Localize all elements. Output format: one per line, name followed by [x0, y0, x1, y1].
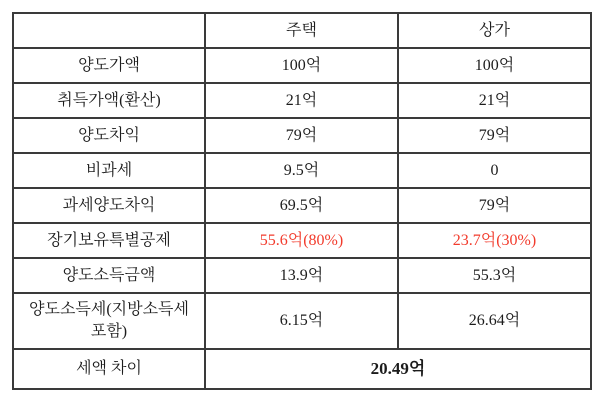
row-label: 양도소득세(지방소득세 포함) [13, 293, 205, 349]
house-value: 100억 [205, 48, 398, 83]
shop-value-highlighted: 23.7억(30%) [398, 223, 591, 258]
house-value: 79억 [205, 118, 398, 153]
row-label: 과세양도차익 [13, 188, 205, 223]
row-label: 비과세 [13, 153, 205, 188]
header-house-column: 주택 [205, 13, 398, 48]
header-empty-cell [13, 13, 205, 48]
house-value: 6.15억 [205, 293, 398, 349]
shop-value: 26.64억 [398, 293, 591, 349]
table-row [13, 188, 591, 223]
shop-value: 55.3억 [398, 258, 591, 293]
shop-value: 79억 [398, 188, 591, 223]
shop-value: 21억 [398, 83, 591, 118]
table-header-row [13, 13, 591, 48]
house-value: 69.5억 [205, 188, 398, 223]
table-row [13, 48, 591, 83]
shop-value: 100억 [398, 48, 591, 83]
table-row [13, 293, 591, 349]
row-label: 취득가액(환산) [13, 83, 205, 118]
tax-comparison-table [12, 12, 592, 390]
shop-value: 79억 [398, 118, 591, 153]
table-row-special-deduction [13, 223, 591, 258]
table-row [13, 258, 591, 293]
footer-label: 세액 차이 [13, 349, 205, 389]
row-label: 양도소득금액 [13, 258, 205, 293]
house-value-highlighted: 55.6억(80%) [205, 223, 398, 258]
row-label: 양도가액 [13, 48, 205, 83]
table-row [13, 153, 591, 188]
table-row [13, 118, 591, 153]
footer-difference-value: 20.49억 [205, 349, 591, 389]
row-label: 장기보유특별공제 [13, 223, 205, 258]
house-value: 9.5억 [205, 153, 398, 188]
table-row [13, 83, 591, 118]
row-label: 양도차익 [13, 118, 205, 153]
header-shop-column: 상가 [398, 13, 591, 48]
house-value: 13.9억 [205, 258, 398, 293]
table-footer-row [13, 349, 591, 389]
house-value: 21억 [205, 83, 398, 118]
shop-value: 0 [398, 153, 591, 188]
